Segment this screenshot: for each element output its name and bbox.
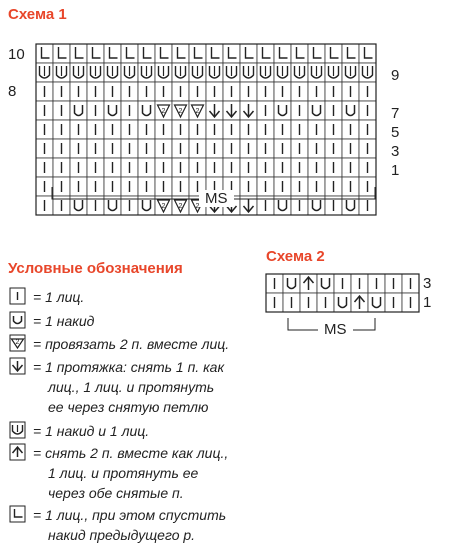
legend-line: = снять 2 п. вместе как лиц.,: [33, 445, 229, 461]
legend-title: Условные обозначения: [8, 260, 183, 277]
legend-icons: [10, 288, 25, 522]
legend-line: 1 лиц. и протянуть ее: [48, 465, 199, 481]
legend-line: = 1 протяжка: снять 1 п. как: [33, 359, 225, 375]
grid-cell: [53, 44, 70, 63]
grid-cell: [104, 101, 121, 120]
legend-line: = 1 накид: [33, 313, 95, 329]
grid-cell: [342, 101, 359, 120]
legend-swatch: [10, 312, 25, 328]
grid-cell: [342, 44, 359, 63]
grid-cell: [70, 44, 87, 63]
grid-cell: [308, 101, 325, 120]
svg-text:2: 2: [15, 339, 20, 346]
scheme1-row-label-8: 8: [8, 83, 17, 100]
svg-text:2: 2: [195, 203, 200, 210]
grid-cell: [138, 44, 155, 63]
svg-text:2: 2: [195, 108, 200, 115]
grid-cell: [368, 293, 385, 312]
scheme1-title: Схема 1: [8, 6, 67, 23]
grid-cell: [70, 101, 87, 120]
scheme1-row-label-3: 3: [391, 143, 400, 160]
legend-line: ее через снятую петлю: [48, 399, 209, 415]
grid-cell: [325, 44, 342, 63]
grid-cell: [317, 274, 334, 293]
legend-line: = 1 лиц., при этом спустить: [33, 507, 227, 523]
legend-line: через обе снятые п.: [48, 485, 184, 501]
scheme2-title: Схема 2: [266, 248, 325, 265]
grid-cell: [223, 44, 240, 63]
scheme2-row-label-1: 1: [423, 294, 432, 311]
scheme1-row-label-5: 5: [391, 124, 400, 141]
scheme1-repeat-label: MS: [199, 190, 234, 207]
grid-cell: [359, 44, 376, 63]
legend-text-drop-yo: [33, 505, 226, 545]
grid-cell: [240, 44, 257, 63]
svg-text:2: 2: [178, 108, 183, 115]
scheme1-row-label-9: 9: [391, 67, 400, 84]
svg-text:2: 2: [161, 203, 166, 210]
legend-line: накид предыдущего р.: [48, 527, 196, 543]
grid-cell: [291, 44, 308, 63]
grid-cell: [274, 44, 291, 63]
grid-cell: [36, 44, 53, 63]
grid-cell: [87, 44, 104, 63]
legend-line: = 1 накид и 1 лиц.: [33, 423, 150, 439]
grid-cell: [121, 44, 138, 63]
scheme1-row-label-7: 7: [391, 105, 400, 122]
grid-cell: [104, 44, 121, 63]
scheme1-row-label-10: 10: [8, 46, 25, 63]
grid-cell: [334, 293, 351, 312]
legend-text-k2tog: [33, 334, 229, 354]
scheme1-row-label-1: 1: [391, 162, 400, 179]
legend-text-yo-k1: [33, 421, 149, 441]
scheme2-grid: [266, 274, 419, 312]
legend-line: лиц., 1 лиц. и протянуть: [48, 379, 215, 395]
grid-cell: [155, 44, 172, 63]
svg-text:2: 2: [161, 108, 166, 115]
grid-cell: [138, 101, 155, 120]
legend-text-yarn-over: [33, 311, 94, 331]
scheme2-row-label-3: 3: [423, 275, 432, 292]
grid-cell: [308, 44, 325, 63]
legend-line: = 1 лиц.: [33, 289, 85, 305]
grid-cell: [257, 44, 274, 63]
legend-text-s2kpo: [33, 443, 228, 503]
grid-cell: [283, 274, 300, 293]
grid-cell: [172, 44, 189, 63]
svg-text:2: 2: [178, 203, 183, 210]
grid-cell: [274, 101, 291, 120]
legend-text-skpo: [33, 357, 224, 417]
grid-cell: [189, 44, 206, 63]
grid-cell: [206, 44, 223, 63]
legend-text-knit: [33, 287, 84, 307]
scheme2-repeat-label: MS: [318, 321, 353, 338]
legend-line: = провязать 2 п. вместе лиц.: [33, 336, 230, 352]
legend-swatch: [10, 506, 25, 522]
